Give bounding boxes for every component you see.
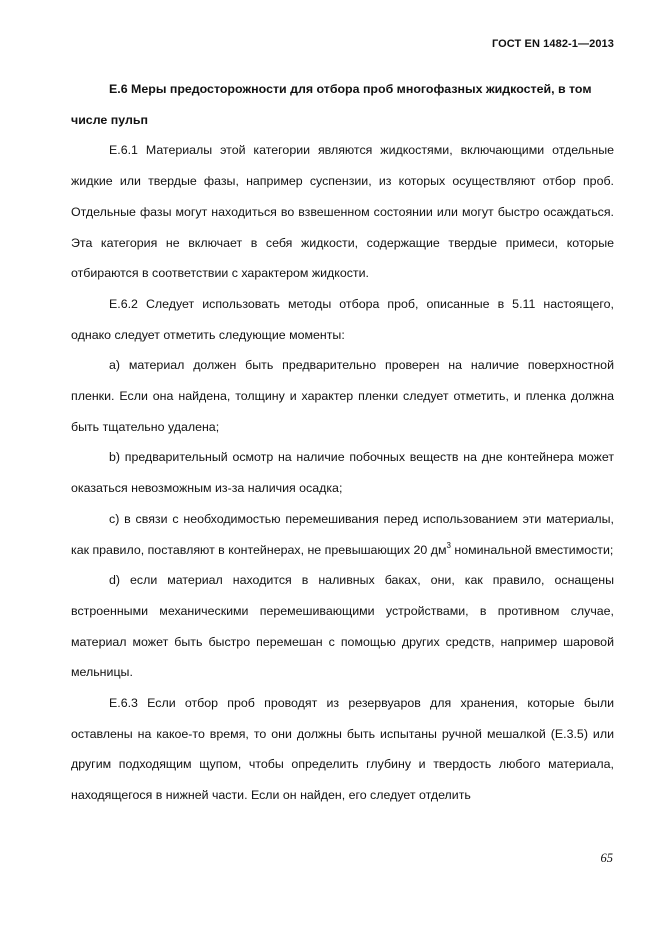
superscript-cube: 3 <box>446 540 451 550</box>
section-heading: Е.6 Меры предосторожности для отбора проб многофазных жидкостей, в том числе пульп <box>71 82 592 127</box>
paragraph-e-6-1: Е.6.1 Материалы этой категории являются жидкостями, включающими отдельные жидкие или твердые фазы, например суспензии, из которых осуществляют отбор проб. Отдельные фазы могут находиться во взвешенном состоянии или могут быстро осаждаться. Эта категория не включает в себя жидкости, содержащие твердые примеси, которые отбираются в соответствии с характером жидкости. <box>71 143 614 281</box>
list-item-c-text: c) в связи с необходимостью перемешивания перед использованием эти материалы, как правило, поставляют в контейнерах, не превышающих 20 дм <box>71 511 614 557</box>
paragraph-e-6-2: Е.6.2 Следует использовать методы отбора проб, описанные в 5.11 настоящего, однако следует отметить следующие моменты: <box>71 296 614 342</box>
list-item-b: b) предварительный осмотр на наличие побочных веществ на дне контейнера может оказаться невозможным из-за наличия осадка; <box>71 450 614 496</box>
list-item-c <box>71 504 614 565</box>
list-item-a: a) материал должен быть предварительно проверен на наличие поверхностной пленки. Если она найдена, толщину и характер пленки следует отметить, и пленка должна быть тщательно удалена; <box>71 358 614 434</box>
list-item-c-tail: номинальной вместимости; <box>450 542 614 557</box>
page-number: 65 <box>600 851 613 865</box>
paragraph-e-6-3: Е.6.3 Если отбор проб проводят из резервуаров для хранения, которые были оставлены на какое-то время, то они должны быть испытаны ручной мешалкой (Е.3.5) или другим подходящим щупом, чтобы определить глубину и твердость любого материала, находящегося в нижней части. Если он найден, его следует отделить <box>71 696 614 803</box>
list-item-d: d) если материал находится в наливных баках, они, как правило, оснащены встроенными механическими перемешивающими устройствами, в противном случае, материал может быть быстро перемешан с помощью других средств, например шаровой мельницы. <box>71 573 614 680</box>
document-header: ГОСТ EN 1482-1—2013 <box>491 38 614 50</box>
page-body <box>71 74 614 811</box>
